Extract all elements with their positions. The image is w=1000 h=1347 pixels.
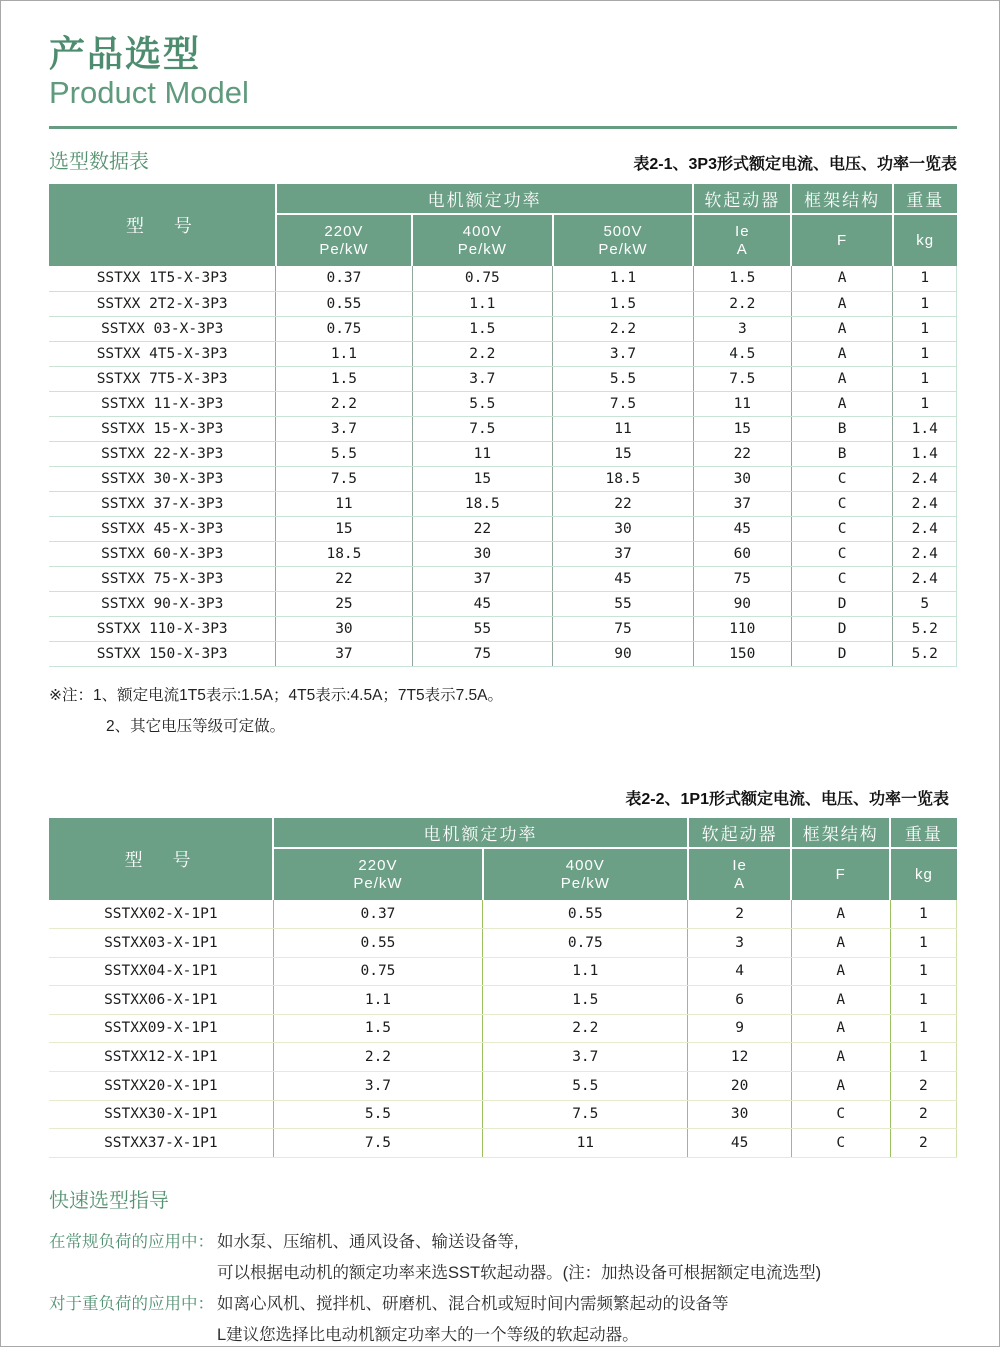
value-cell: 0.55 (276, 291, 412, 316)
value-cell: 7.5 (276, 466, 412, 491)
value-cell: 110 (693, 616, 791, 641)
col-header-ie: Ie A (693, 214, 791, 266)
value-cell: 37 (412, 566, 553, 591)
value-cell: C (791, 1129, 890, 1158)
value-cell: 5.5 (553, 366, 694, 391)
value-cell: 1 (890, 1014, 956, 1043)
value-cell: 60 (693, 541, 791, 566)
table-row (49, 491, 957, 516)
table-row (49, 316, 957, 341)
value-cell: A (791, 1014, 890, 1043)
value-cell: 30 (693, 466, 791, 491)
value-cell: 3.7 (483, 1043, 688, 1072)
value-cell: 1 (890, 900, 956, 929)
value-cell: 30 (553, 516, 694, 541)
value-cell: 1.5 (553, 291, 694, 316)
table-row (49, 641, 957, 666)
value-cell: 1.4 (893, 416, 957, 441)
value-cell: 12 (688, 1043, 791, 1072)
value-cell: 2.2 (693, 291, 791, 316)
value-cell: 9 (688, 1014, 791, 1043)
model-cell: SSTXX 150-X-3P3 (49, 641, 276, 666)
guide-heading: 快速选型指导 (49, 1189, 169, 1212)
value-cell: C (791, 1100, 890, 1129)
col-header-motor-power-group: 电机额定功率 (273, 818, 688, 848)
value-cell: 1 (893, 341, 957, 366)
model-cell: SSTXX30-X-1P1 (49, 1100, 273, 1129)
col-header-weight-group: 重量 (893, 184, 957, 214)
value-cell: 7.5 (553, 391, 694, 416)
model-cell: SSTXX 2T2-X-3P3 (49, 291, 276, 316)
model-cell: SSTXX 15-X-3P3 (49, 416, 276, 441)
value-cell: A (791, 1043, 890, 1072)
table-1p1 (49, 818, 957, 1158)
col-header-frame-group: 框架结构 (791, 818, 890, 848)
table-row (49, 1014, 957, 1043)
value-cell: A (791, 1072, 890, 1101)
value-cell: 0.75 (412, 266, 553, 291)
col-header-220v: 220V Pe/kW (276, 214, 412, 266)
value-cell: 20 (688, 1072, 791, 1101)
model-cell: SSTXX 11-X-3P3 (49, 391, 276, 416)
col-header-500v: 500V Pe/kW (553, 214, 694, 266)
value-cell: A (791, 366, 893, 391)
model-cell: SSTXX 60-X-3P3 (49, 541, 276, 566)
value-cell: 150 (693, 641, 791, 666)
value-cell: C (791, 491, 893, 516)
table2-body (49, 900, 957, 1157)
model-cell: SSTXX 03-X-3P3 (49, 316, 276, 341)
value-cell: 2 (890, 1129, 956, 1158)
model-cell: SSTXX02-X-1P1 (49, 900, 273, 929)
value-cell: 30 (688, 1100, 791, 1129)
guide-label-spacer (49, 1258, 217, 1289)
value-cell: 7.5 (483, 1100, 688, 1129)
value-cell: A (791, 341, 893, 366)
table-row (49, 929, 957, 958)
table2-caption: 表2-2、1P1形式额定电流、电压、功率一览表 (625, 790, 949, 808)
value-cell: 55 (412, 616, 553, 641)
value-cell: 5.5 (412, 391, 553, 416)
value-cell: 18.5 (412, 491, 553, 516)
model-cell: SSTXX 22-X-3P3 (49, 441, 276, 466)
model-cell: SSTXX 90-X-3P3 (49, 591, 276, 616)
value-cell: 37 (276, 641, 412, 666)
value-cell: 2 (688, 900, 791, 929)
table1-notes (49, 680, 957, 742)
value-cell: 7.5 (412, 416, 553, 441)
model-cell: SSTXX04-X-1P1 (49, 957, 273, 986)
col-header-frame-group: 框架结构 (791, 184, 893, 214)
table-row (49, 900, 957, 929)
col-header-400v: 400V Pe/kW (483, 848, 688, 900)
value-cell: 25 (276, 591, 412, 616)
value-cell: 1.1 (273, 986, 483, 1015)
value-cell: 2.4 (893, 516, 957, 541)
value-cell: 45 (688, 1129, 791, 1158)
value-cell: 3 (693, 316, 791, 341)
value-cell: 1 (893, 266, 957, 291)
header-divider (49, 126, 957, 129)
value-cell: 11 (553, 416, 694, 441)
value-cell: B (791, 441, 893, 466)
value-cell: A (791, 266, 893, 291)
value-cell: A (791, 929, 890, 958)
value-cell: 90 (553, 641, 694, 666)
model-cell: SSTXX 37-X-3P3 (49, 491, 276, 516)
table-row (49, 391, 957, 416)
note-line-1: ※注：1、额定电流1T5表示:1.5A；4T5表示:4.5A；7T5表示7.5A。 (49, 686, 504, 704)
model-cell: SSTXX 30-X-3P3 (49, 466, 276, 491)
value-cell: 45 (693, 516, 791, 541)
col-header-kg: kg (890, 848, 956, 900)
col-header-model: 型 号 (49, 184, 276, 266)
value-cell: 3 (688, 929, 791, 958)
value-cell: C (791, 566, 893, 591)
value-cell: 55 (553, 591, 694, 616)
value-cell: 22 (553, 491, 694, 516)
value-cell: D (791, 616, 893, 641)
value-cell: 22 (276, 566, 412, 591)
value-cell: D (791, 641, 893, 666)
value-cell: 45 (412, 591, 553, 616)
value-cell: A (791, 291, 893, 316)
col-header-ie: Ie A (688, 848, 791, 900)
value-cell: A (791, 900, 890, 929)
col-header-soft-starter-group: 软起动器 (688, 818, 791, 848)
value-cell: 1 (893, 391, 957, 416)
value-cell: 0.75 (273, 957, 483, 986)
value-cell: 30 (412, 541, 553, 566)
guide-item-normal-load (49, 1227, 957, 1258)
value-cell: 0.37 (276, 266, 412, 291)
value-cell: 5.5 (483, 1072, 688, 1101)
table-row (49, 1043, 957, 1072)
value-cell: 1.1 (553, 266, 694, 291)
model-cell: SSTXX20-X-1P1 (49, 1072, 273, 1101)
table-row (49, 416, 957, 441)
value-cell: 1 (893, 366, 957, 391)
table2-head (49, 818, 957, 900)
guide-label: 对于重负荷的应用中： (49, 1294, 214, 1313)
value-cell: 3.7 (412, 366, 553, 391)
value-cell: 5.2 (893, 616, 957, 641)
guide-text: 如水泵、压缩机、通风设备、输送设备等, (217, 1232, 519, 1251)
value-cell: 2 (890, 1072, 956, 1101)
table-row (49, 291, 957, 316)
value-cell: B (791, 416, 893, 441)
table-row (49, 1129, 957, 1158)
value-cell: A (791, 957, 890, 986)
value-cell: C (791, 541, 893, 566)
value-cell: 2.2 (553, 316, 694, 341)
model-cell: SSTXX06-X-1P1 (49, 986, 273, 1015)
value-cell: 3.7 (276, 416, 412, 441)
value-cell: 1.5 (483, 986, 688, 1015)
value-cell: 75 (412, 641, 553, 666)
value-cell: 11 (276, 491, 412, 516)
model-cell: SSTXX 75-X-3P3 (49, 566, 276, 591)
col-header-soft-starter-group: 软起动器 (693, 184, 791, 214)
table1-head (49, 184, 957, 266)
guide-text: 可以根据电动机的额定功率来选SST软起动器。(注：加热设备可根据额定电流选型) (217, 1263, 822, 1282)
table-row (49, 1100, 957, 1129)
value-cell: 1 (893, 291, 957, 316)
col-header-220v: 220V Pe/kW (273, 848, 483, 900)
table1-body (49, 266, 957, 666)
table-row (49, 366, 957, 391)
value-cell: 18.5 (553, 466, 694, 491)
value-cell: 5 (893, 591, 957, 616)
value-cell: 11 (412, 441, 553, 466)
value-cell: 37 (553, 541, 694, 566)
value-cell: 2.4 (893, 566, 957, 591)
table-row (49, 957, 957, 986)
table-row (49, 466, 957, 491)
col-header-400v: 400V Pe/kW (412, 214, 553, 266)
guide-text: 如离心风机、搅拌机、研磨机、混合机或短时间内需频繁起动的设备等 (217, 1294, 729, 1313)
model-cell: SSTXX09-X-1P1 (49, 1014, 273, 1043)
value-cell: D (791, 591, 893, 616)
guide-text: L建议您选择比电动机额定功率大的一个等级的软起动器。 (217, 1325, 639, 1344)
guide-label-spacer (49, 1320, 217, 1347)
table-row (49, 1072, 957, 1101)
value-cell: 5.5 (273, 1100, 483, 1129)
value-cell: 2.4 (893, 491, 957, 516)
model-cell: SSTXX 7T5-X-3P3 (49, 366, 276, 391)
value-cell: 90 (693, 591, 791, 616)
value-cell: 11 (693, 391, 791, 416)
value-cell: 2.2 (483, 1014, 688, 1043)
value-cell: 15 (553, 441, 694, 466)
value-cell: 7.5 (273, 1129, 483, 1158)
value-cell: 2.2 (412, 341, 553, 366)
guide-label: 在常规负荷的应用中： (49, 1232, 214, 1251)
value-cell: 1 (890, 929, 956, 958)
value-cell: 6 (688, 986, 791, 1015)
table-row (49, 516, 957, 541)
value-cell: 3.7 (553, 341, 694, 366)
value-cell: C (791, 516, 893, 541)
value-cell: 1.5 (412, 316, 553, 341)
model-cell: SSTXX 110-X-3P3 (49, 616, 276, 641)
value-cell: 15 (276, 516, 412, 541)
model-cell: SSTXX12-X-1P1 (49, 1043, 273, 1072)
value-cell: C (791, 466, 893, 491)
value-cell: 15 (412, 466, 553, 491)
value-cell: 1.1 (276, 341, 412, 366)
value-cell: 1 (890, 1043, 956, 1072)
section1-title: 选型数据表 (49, 151, 149, 174)
value-cell: 1.5 (273, 1014, 483, 1043)
value-cell: 2.4 (893, 466, 957, 491)
value-cell: 1 (890, 957, 956, 986)
value-cell: 3.7 (273, 1072, 483, 1101)
value-cell: 1.1 (412, 291, 553, 316)
section1-header (49, 145, 957, 174)
model-cell: SSTXX37-X-1P1 (49, 1129, 273, 1158)
table-3p3 (49, 184, 957, 667)
value-cell: A (791, 986, 890, 1015)
value-cell: 18.5 (276, 541, 412, 566)
table-row (49, 541, 957, 566)
col-header-f: F (791, 214, 893, 266)
table-row (49, 266, 957, 291)
value-cell: 1.1 (483, 957, 688, 986)
value-cell: A (791, 316, 893, 341)
value-cell: 4 (688, 957, 791, 986)
value-cell: 1 (890, 986, 956, 1015)
value-cell: 2.2 (273, 1043, 483, 1072)
table-row (49, 616, 957, 641)
value-cell: 0.55 (483, 900, 688, 929)
note-line-2: 2、其它电压等级可定做。 (106, 717, 286, 735)
value-cell: 0.37 (273, 900, 483, 929)
page-title: 产品选型 (49, 33, 202, 74)
model-cell: SSTXX03-X-1P1 (49, 929, 273, 958)
value-cell: 15 (693, 416, 791, 441)
value-cell: 5.5 (276, 441, 412, 466)
value-cell: A (791, 391, 893, 416)
page-subtitle: Product Model (49, 75, 249, 111)
value-cell: 1 (893, 316, 957, 341)
model-cell: SSTXX 45-X-3P3 (49, 516, 276, 541)
value-cell: 0.55 (273, 929, 483, 958)
guide-item-normal-load-cont (49, 1258, 957, 1289)
value-cell: 7.5 (693, 366, 791, 391)
value-cell: 1.5 (693, 266, 791, 291)
value-cell: 4.5 (693, 341, 791, 366)
value-cell: 22 (412, 516, 553, 541)
value-cell: 22 (693, 441, 791, 466)
table-row (49, 341, 957, 366)
value-cell: 37 (693, 491, 791, 516)
guide-item-heavy-load-cont (49, 1320, 957, 1347)
col-header-kg: kg (893, 214, 957, 266)
table-row (49, 566, 957, 591)
col-header-model: 型 号 (49, 818, 273, 900)
table-row (49, 591, 957, 616)
table1-caption: 表2-1、3P3形式额定电流、电压、功率一览表 (633, 156, 957, 174)
value-cell: 75 (553, 616, 694, 641)
value-cell: 75 (693, 566, 791, 591)
value-cell: 2.2 (276, 391, 412, 416)
table-row (49, 986, 957, 1015)
value-cell: 1.5 (276, 366, 412, 391)
model-cell: SSTXX 4T5-X-3P3 (49, 341, 276, 366)
col-header-weight-group: 重量 (890, 818, 956, 848)
value-cell: 0.75 (276, 316, 412, 341)
col-header-motor-power-group: 电机额定功率 (276, 184, 693, 214)
value-cell: 11 (483, 1129, 688, 1158)
value-cell: 30 (276, 616, 412, 641)
value-cell: 2 (890, 1100, 956, 1129)
table-row (49, 441, 957, 466)
col-header-f: F (791, 848, 890, 900)
value-cell: 45 (553, 566, 694, 591)
value-cell: 0.75 (483, 929, 688, 958)
value-cell: 2.4 (893, 541, 957, 566)
value-cell: 1.4 (893, 441, 957, 466)
model-cell: SSTXX 1T5-X-3P3 (49, 266, 276, 291)
guide-item-heavy-load (49, 1289, 957, 1320)
value-cell: 5.2 (893, 641, 957, 666)
